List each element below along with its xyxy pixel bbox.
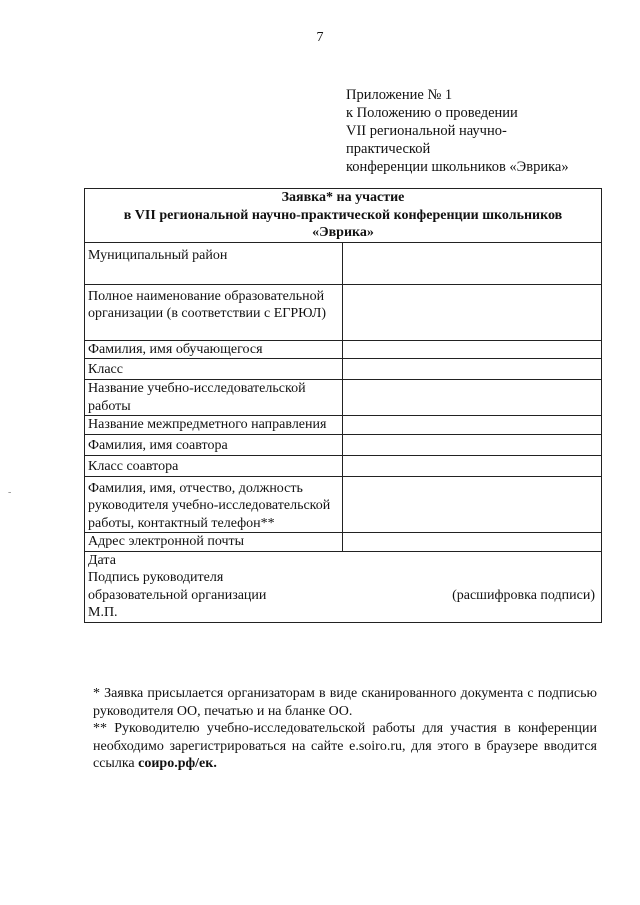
form-row-value-field[interactable]: [342, 416, 601, 435]
signature-block: [85, 551, 602, 622]
form-row-value-field[interactable]: [342, 455, 601, 476]
signature-stamp: М.П.: [88, 605, 118, 620]
form-row-email: [85, 533, 602, 552]
form-row-municipal-district: [85, 242, 602, 284]
signature-date: Дата: [88, 552, 116, 568]
form-row-value-field[interactable]: [342, 242, 601, 284]
signature-line: образовательной организации: [88, 587, 267, 603]
form-row-direction: [85, 416, 602, 435]
form-row-coauthor-grade: [85, 455, 602, 476]
form-title-line: «Эврика»: [312, 225, 374, 240]
appendix-line: к Положению о проведении: [346, 105, 518, 121]
appendix-line: VII региональной научно-: [346, 123, 507, 139]
form-row-label: Фамилия, имя соавтора: [85, 434, 343, 455]
application-form-table: [84, 188, 602, 623]
form-signature-row: [85, 551, 602, 622]
page-number: 7: [316, 30, 324, 45]
form-title-line: в VII региональной научно-практической конференции школьников: [123, 207, 563, 223]
form-row-label: Муниципальный район: [85, 242, 343, 284]
form-row-value-field[interactable]: [342, 533, 601, 552]
form-row-coauthor-name: [85, 434, 602, 455]
footnotes: [93, 685, 597, 773]
form-row-value-field[interactable]: [342, 476, 601, 533]
form-row-label: Класс соавтора: [85, 455, 343, 476]
form-row-supervisor: [85, 476, 602, 533]
form-title-line: Заявка* на участие: [281, 190, 405, 205]
appendix-line: конференции школьников «Эврика»: [346, 159, 569, 175]
form-row-student-name: [85, 340, 602, 359]
form-row-label: Адрес электронной почты: [85, 533, 343, 552]
form-title: [85, 189, 602, 243]
form-row-value-field[interactable]: [342, 340, 601, 359]
margin-mark: -: [8, 487, 12, 498]
form-row-organization-name: [85, 284, 602, 340]
form-row-label: Название учебно-исследовательской работы: [85, 380, 343, 416]
appendix-line: Приложение № 1: [346, 87, 453, 103]
appendix-header: [346, 86, 569, 176]
appendix-line: практической: [346, 141, 431, 157]
form-row-label: Фамилия, имя, отчество, должность руководителя учебно-исследовательской работы, контактный телефон**: [85, 476, 343, 533]
footnote-2: [93, 720, 597, 773]
form-row-label: Класс: [85, 359, 343, 380]
form-title-row: [85, 189, 602, 243]
form-row-value-field[interactable]: [342, 434, 601, 455]
form-row-grade: [85, 359, 602, 380]
form-row-label: Фамилия, имя обучающегося: [85, 340, 343, 359]
form-row-work-title: [85, 380, 602, 416]
signature-decipher: (расшифровка подписи): [452, 587, 595, 603]
form-row-label: Полное наименование образовательной организации (в соответствии с ЕГРЮЛ): [85, 284, 343, 340]
footnote-1: * Заявка присылается организаторам в виде сканированного документа с подписью руководителя ОО, печатью и на бланке ОО.: [93, 686, 597, 719]
signature-line: Подпись руководителя: [88, 570, 224, 585]
form-row-value-field[interactable]: [342, 380, 601, 416]
form-row-value-field[interactable]: [342, 359, 601, 380]
registration-link[interactable]: соиро.рф/ек.: [138, 756, 217, 771]
form-row-label: Название межпредметного направления: [85, 416, 343, 435]
form-row-value-field[interactable]: [342, 284, 601, 340]
footnote-2-text: ** Руководителю учебно-исследовательской работы для участия в конференции необходимо зарегистрироваться на сайте e.soiro.ru, для этого в браузере вводится ссылка: [93, 721, 597, 771]
